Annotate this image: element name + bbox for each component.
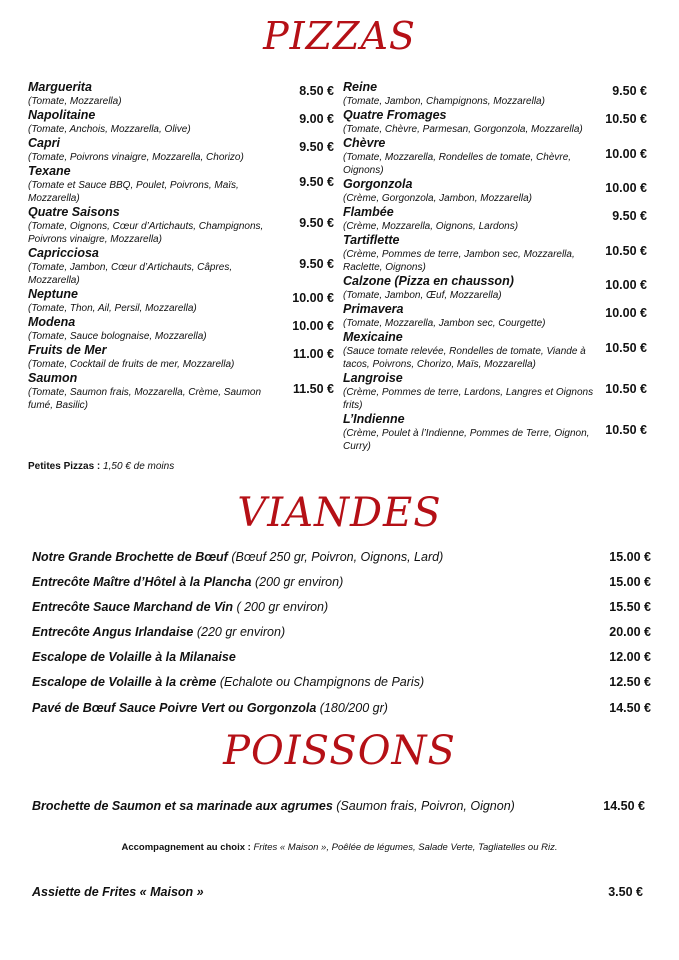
pizzas-left-column bbox=[28, 80, 334, 412]
accompagnement-label: Accompagnement au choix : bbox=[121, 842, 251, 853]
frites-item bbox=[32, 885, 643, 899]
pizza-name: Marguerita bbox=[28, 80, 92, 94]
pizza-ingredients: (Tomate, Jambon, Œuf, Mozzarella) bbox=[343, 290, 502, 301]
pizza-ingredients: (Tomate, Anchois, Mozzarella, Olive) bbox=[28, 124, 191, 135]
pizza-item bbox=[343, 330, 647, 371]
pizza-ingredients: (Tomate, Cocktail de fruits de mer, Mozzarella) bbox=[28, 359, 235, 370]
pizza-item bbox=[343, 233, 647, 274]
poisson-item-desc: (Saumon frais, Poivron, Oignon) bbox=[332, 799, 515, 813]
pizza-price: 11.00 € bbox=[292, 347, 334, 361]
pizza-item bbox=[28, 287, 334, 315]
viande-item bbox=[32, 575, 651, 600]
pizza-name: Quatre Saisons bbox=[28, 205, 120, 219]
pizza-ingredients: (Tomate, Oignons, Cœur d’Artichauts, Champignons, Poivrons vinaigre, Mozzarella) bbox=[28, 221, 264, 245]
accompagnement-note bbox=[0, 842, 679, 853]
pizza-item bbox=[28, 205, 334, 246]
accompagnement-text: Frites « Maison », Poêlée de légumes, Salade Verte, Tagliatelles ou Riz. bbox=[250, 842, 558, 853]
poisson-item-price: 14.50 € bbox=[603, 799, 645, 813]
pizzas-title: PIZZAS bbox=[263, 14, 416, 58]
pizza-price: 9.50 € bbox=[299, 257, 334, 271]
viande-desc: (180/200 gr) bbox=[316, 700, 388, 715]
pizza-name: Texane bbox=[28, 164, 71, 178]
pizza-name: Saumon bbox=[28, 371, 78, 385]
viande-desc: (200 gr environ) bbox=[251, 575, 344, 590]
pizza-name: L’Indienne bbox=[343, 412, 405, 426]
viande-item bbox=[32, 550, 651, 575]
pizza-ingredients: (Tomate, Thon, Ail, Persil, Mozzarella) bbox=[28, 303, 197, 314]
viande-item bbox=[32, 675, 651, 700]
pizza-ingredients: (Tomate, Saumon frais, Mozzarella, Crème, Saumon fumé, Basilic) bbox=[28, 387, 262, 411]
pizza-ingredients: (Tomate et Sauce BBQ, Poulet, Poivrons, Maïs, Mozzarella) bbox=[28, 180, 239, 204]
viande-desc: (220 gr environ) bbox=[193, 625, 286, 640]
pizza-item bbox=[343, 205, 647, 233]
viandes-title: VIANDES bbox=[237, 490, 442, 536]
pizza-price: 10.50 € bbox=[605, 382, 647, 396]
pizza-item bbox=[28, 108, 334, 136]
viande-name: Escalope de Volaille à la crème bbox=[32, 675, 217, 690]
pizza-ingredients: (Tomate, Poivrons vinaigre, Mozzarella, Chorizo) bbox=[28, 152, 244, 163]
pizza-price: 10.50 € bbox=[605, 341, 647, 355]
pizza-item bbox=[343, 274, 647, 302]
pizza-name: Fruits de Mer bbox=[28, 343, 107, 357]
pizza-ingredients: (Tomate, Mozzarella, Jambon sec, Courgette) bbox=[343, 318, 546, 329]
pizza-name: Langroise bbox=[343, 371, 403, 385]
pizza-item bbox=[343, 302, 647, 330]
pizza-name: Gorgonzola bbox=[343, 177, 413, 191]
poisson-item bbox=[32, 799, 645, 813]
viande-price: 15.50 € bbox=[609, 600, 651, 615]
pizza-price: 10.00 € bbox=[292, 291, 334, 305]
pizza-price: 10.00 € bbox=[605, 278, 647, 292]
viandes-list bbox=[32, 550, 651, 726]
poissons-title: POISSONS bbox=[223, 728, 456, 774]
pizza-name: Calzone (Pizza en chausson) bbox=[343, 274, 514, 288]
pizza-ingredients: (Tomate, Jambon, Champignons, Mozzarella) bbox=[343, 96, 545, 107]
pizza-price: 9.50 € bbox=[299, 140, 334, 154]
pizza-ingredients: (Crème, Poulet à l’Indienne, Pommes de Terre, Oignon, Curry) bbox=[343, 428, 590, 452]
viande-name: Notre Grande Brochette de Bœuf bbox=[32, 550, 228, 564]
viande-item bbox=[32, 625, 651, 650]
pizza-price: 10.00 € bbox=[605, 306, 647, 320]
pizza-ingredients: (Sauce tomate relevée, Rondelles de tomate, Viande à tacos, Poivrons, Chorizo, Maïs, Mozzarella) bbox=[343, 346, 586, 370]
viande-desc: (Echalote ou Champignons de Paris) bbox=[216, 675, 425, 690]
pizza-item bbox=[28, 164, 334, 205]
viande-name: Entrecôte Maître d’Hôtel à la Plancha bbox=[32, 575, 252, 590]
petites-pizzas-label: Petites Pizzas : bbox=[28, 461, 101, 472]
pizza-price: 10.00 € bbox=[605, 181, 647, 195]
pizza-item bbox=[28, 371, 334, 412]
pizza-item bbox=[28, 80, 334, 108]
pizza-price: 9.50 € bbox=[299, 216, 334, 230]
pizza-item bbox=[28, 343, 334, 371]
frites-item-name: Assiette de Frites « Maison » bbox=[32, 885, 204, 899]
pizza-price: 9.50 € bbox=[612, 84, 647, 98]
pizza-price: 10.50 € bbox=[605, 423, 647, 437]
pizza-item bbox=[343, 80, 647, 108]
pizza-ingredients: (Crème, Pommes de terre, Jambon sec, Mozzarella, Raclette, Oignons) bbox=[343, 249, 575, 273]
frites-item-price: 3.50 € bbox=[608, 885, 643, 899]
viande-name: Entrecôte Sauce Marchand de Vin bbox=[32, 600, 233, 615]
pizza-ingredients: (Tomate, Mozzarella, Rondelles de tomate, Chèvre, Oignons) bbox=[343, 152, 572, 176]
viande-name: Escalope de Volaille à la Milanaise bbox=[32, 650, 236, 665]
pizza-price: 10.00 € bbox=[292, 319, 334, 333]
pizza-name: Flambée bbox=[343, 205, 394, 219]
pizza-ingredients: (Crème, Pommes de terre, Lardons, Langres et Oignons frits) bbox=[343, 387, 594, 411]
viande-price: 20.00 € bbox=[609, 625, 651, 640]
pizza-ingredients: (Tomate, Jambon, Cœur d’Artichauts, Câpres, Mozzarella) bbox=[28, 262, 233, 286]
pizza-name: Modena bbox=[28, 315, 76, 329]
viande-name: Pavé de Bœuf Sauce Poivre Vert ou Gorgonzola bbox=[32, 700, 317, 715]
pizza-item bbox=[343, 371, 647, 412]
pizza-name: Quatre Fromages bbox=[343, 108, 447, 122]
pizza-price: 8.50 € bbox=[299, 84, 334, 98]
poisson-item-name: Brochette de Saumon et sa marinade aux agrumes bbox=[32, 799, 333, 813]
pizza-price: 9.50 € bbox=[612, 209, 647, 223]
pizza-ingredients: (Tomate, Mozzarella) bbox=[28, 96, 122, 107]
petites-pizzas-note bbox=[28, 461, 174, 472]
viande-price: 15.00 € bbox=[609, 550, 651, 564]
viande-item bbox=[32, 701, 651, 726]
pizza-price: 10.00 € bbox=[605, 147, 647, 161]
pizza-name: Chèvre bbox=[343, 136, 386, 150]
pizza-name: Capri bbox=[28, 136, 60, 150]
viande-desc: (Bœuf 250 gr, Poivron, Oignons, Lard) bbox=[227, 550, 444, 564]
pizza-item bbox=[343, 177, 647, 205]
pizza-item bbox=[28, 246, 334, 287]
pizza-ingredients: (Crème, Gorgonzola, Jambon, Mozzarella) bbox=[343, 193, 532, 204]
pizza-name: Mexicaine bbox=[343, 330, 403, 344]
pizza-item bbox=[343, 412, 647, 453]
viande-price: 14.50 € bbox=[609, 700, 651, 715]
pizza-name: Reine bbox=[343, 80, 378, 94]
pizza-ingredients: (Tomate, Chèvre, Parmesan, Gorgonzola, Mozzarella) bbox=[343, 124, 583, 135]
pizza-ingredients: (Crème, Mozzarella, Oignons, Lardons) bbox=[343, 221, 519, 232]
pizza-name: Neptune bbox=[28, 287, 78, 301]
viande-price: 15.00 € bbox=[609, 575, 651, 590]
viande-price: 12.00 € bbox=[609, 650, 651, 665]
pizza-name: Primavera bbox=[343, 302, 404, 316]
pizza-item bbox=[343, 108, 647, 136]
petites-pizzas-text: 1,50 € de moins bbox=[103, 461, 175, 472]
pizzas-right-column bbox=[343, 80, 647, 453]
pizza-ingredients: (Tomate, Sauce bolognaise, Mozzarella) bbox=[28, 331, 207, 342]
viande-item bbox=[32, 650, 651, 675]
pizza-name: Capricciosa bbox=[28, 246, 99, 260]
pizza-price: 10.50 € bbox=[605, 112, 647, 126]
viande-desc: ( 200 gr environ) bbox=[232, 600, 329, 615]
viande-name: Entrecôte Angus Irlandaise bbox=[32, 625, 194, 640]
pizza-name: Napolitaine bbox=[28, 108, 96, 122]
pizza-price: 11.50 € bbox=[292, 382, 334, 396]
pizza-item bbox=[343, 136, 647, 177]
viande-item bbox=[32, 600, 651, 625]
pizza-price: 9.50 € bbox=[299, 175, 334, 189]
pizza-item bbox=[28, 315, 334, 343]
pizza-name: Tartiflette bbox=[343, 233, 400, 247]
pizza-item bbox=[28, 136, 334, 164]
pizza-price: 9.00 € bbox=[299, 112, 334, 126]
viande-price: 12.50 € bbox=[609, 675, 651, 690]
pizza-price: 10.50 € bbox=[605, 244, 647, 258]
